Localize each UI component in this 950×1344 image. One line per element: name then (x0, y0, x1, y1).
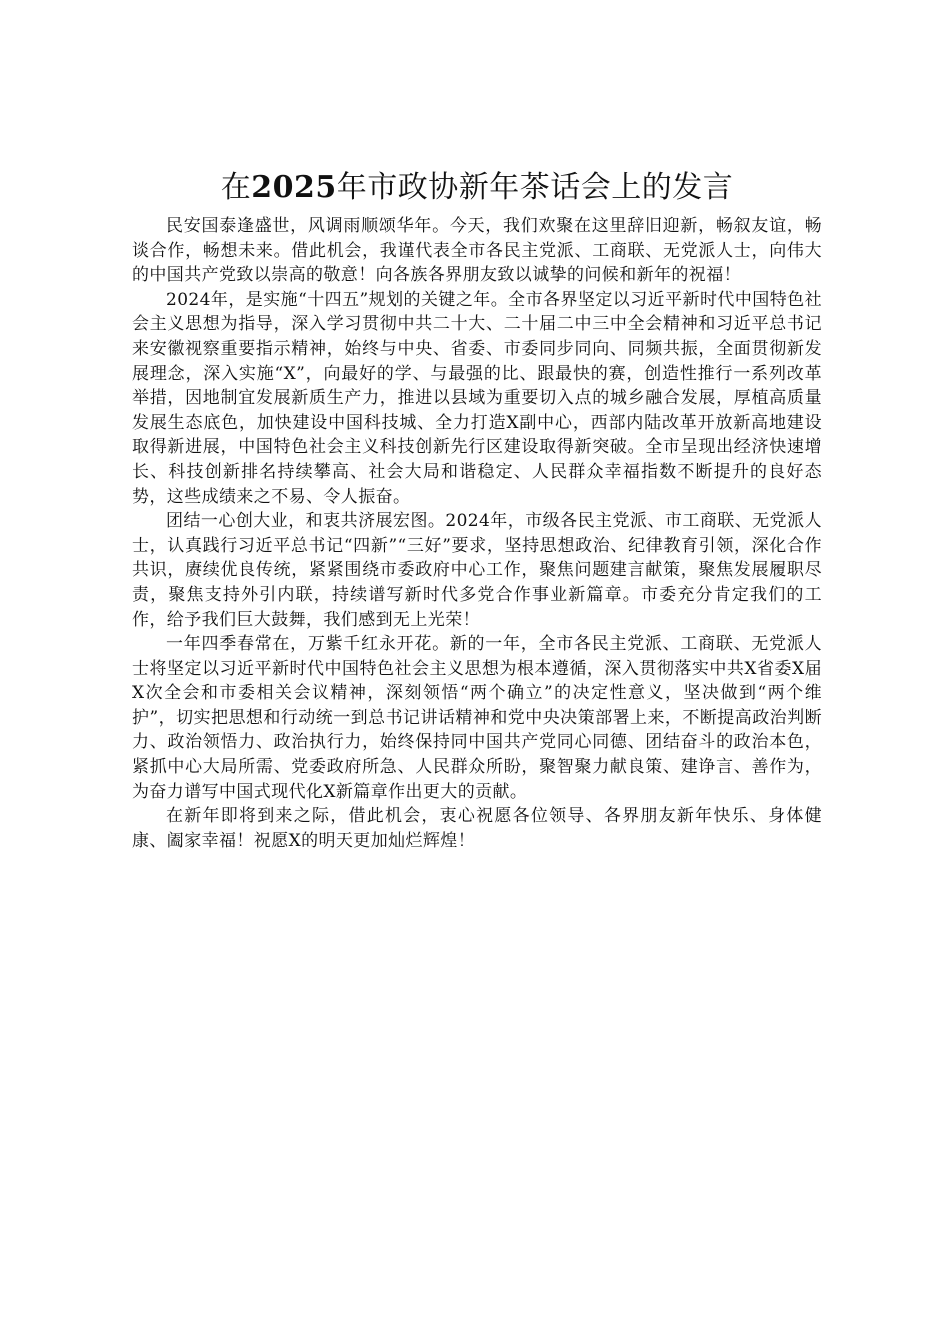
document-title (132, 168, 822, 208)
title-prefix: 在 (220, 170, 252, 205)
title-suffix: 年市政协新年茶话会上的发言 (336, 170, 734, 205)
paragraph-2: 2024年，是实施“十四五”规划的关键之年。全市各界坚定以习近平新时代中国特色社会主义思想为指导，深入学习贯彻中共二十大、二十届二中三中全会精神和习近平总书记来安徽视察重要指示精神，始终与中央、省委、市委同步同向、同频共振，全面贯彻新发展理念，深入实施“X”，向最好的学、与最强的比、跟最快的赛，创造性推行一系列改革举措，因地制宜发展新质生产力，推进以县域为重要切入点的城乡融合发展，厚植高质量发展生态底色，加快建设中国科技城、全力打造X副中心，西部内陆改革开放新高地建设取得新进展，中国特色社会主义科技创新先行区建设取得新突破。全市呈现出经济快速增长、科技创新排名持续攀高、社会大局和谐稳定、人民群众幸福指数不断提升的良好态势，这些成绩来之不易、令人振奋。 (132, 289, 822, 507)
paragraph-5: 在新年即将到来之际，借此机会，衷心祝愿各位领导、各界朋友新年快乐、身体健康、阖家幸福！祝愿X的明天更加灿烂辉煌！ (132, 806, 822, 851)
title-year: 2025 (251, 170, 337, 205)
paragraph-4: 一年四季春常在，万紫千红永开花。新的一年，全市各民主党派、工商联、无党派人士将坚定以习近平新时代中国特色社会主义思想为根本遵循，深入贯彻落实中共X省委X届X次全会和市委相关会议精神，深刻领悟“两个确立”的决定性意义，坚决做到“两个维护”，切实把思想和行动统一到总书记讲话精神和党中央决策部署上来，不断提高政治判断力、政治领悟力、政治执行力，始终保持同中国共产党同心同德、团结奋斗的政治本色，紧抓中心大局所需、党委政府所急、人民群众所盼，聚智聚力献良策、建诤言、善作为，为奋力谱写中国式现代化X新篇章作出更大的贡献。 (132, 634, 822, 802)
paragraph-1: 民安国泰逢盛世，风调雨顺颂华年。今天，我们欢聚在这里辞旧迎新，畅叙友谊，畅谈合作，畅想未来。借此机会，我谨代表全市各民主党派、工商联、无党派人士，向伟大的中国共产党致以崇高的敬意！向各族各界朋友致以诚挚的问候和新年的祝福！ (132, 216, 822, 286)
document-body (132, 168, 822, 853)
paragraph-3: 团结一心创大业，和衷共济展宏图。2024年，市级各民主党派、市工商联、无党派人士，认真践行习近平总书记“四新”“三好”要求，坚持思想政治、纪律教育引领，深化合作共识，赓续优良传统，紧紧围绕市委政府中心工作，聚焦问题建言献策，聚焦发展履职尽责，聚焦支持外引内联，持续谱写新时代多党合作事业新篇章。市委充分肯定我们的工作，给予我们巨大鼓舞，我们感到无上光荣！ (132, 511, 822, 630)
